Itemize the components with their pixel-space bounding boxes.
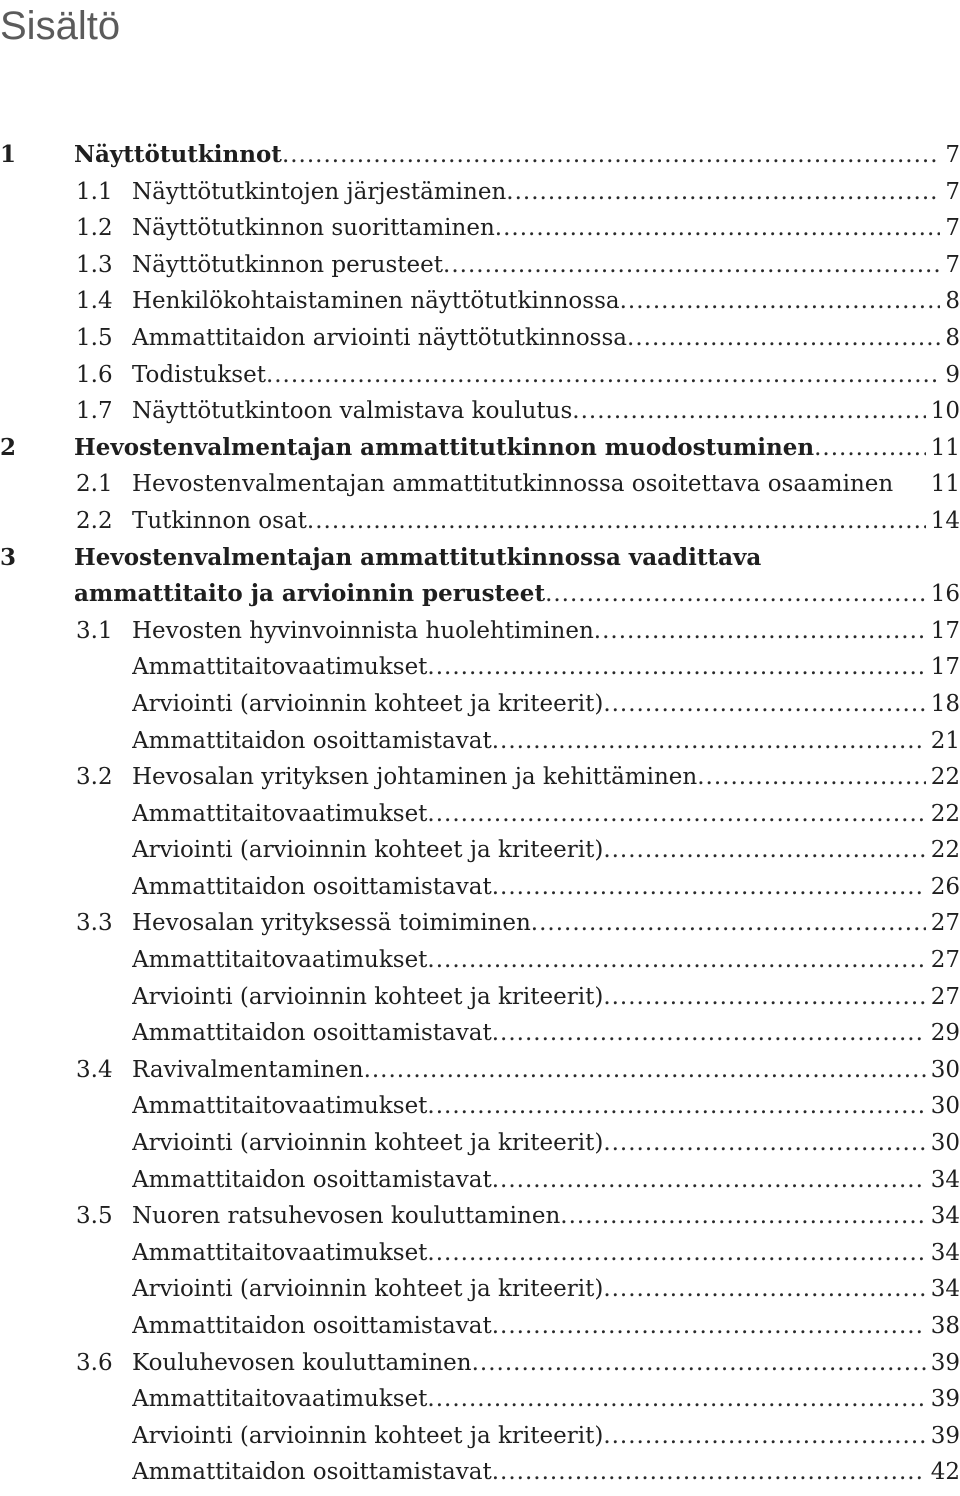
toc-entry-page-number: 7: [945, 178, 960, 205]
toc-entry[interactable]: [0, 247, 960, 284]
toc-dot-leader: [603, 832, 925, 869]
toc-entry-title: Kouluhevosen kouluttaminen: [132, 1349, 472, 1376]
toc-dot-leader: [427, 942, 925, 979]
toc-entry[interactable]: [0, 210, 960, 247]
toc-dot-leader: [492, 723, 926, 760]
toc-entry-page-number: 27: [930, 910, 960, 937]
toc-entry-title: Hevostenvalmentajan ammattitutkinnossa osoitettava osaaminen: [132, 471, 894, 498]
toc-entry-title: Hevosalan yrityksessä toimiminen: [132, 910, 531, 937]
toc-entry-page-number: 21: [930, 727, 960, 754]
toc-entry-page-number: [955, 540, 960, 577]
toc-dot-leader: [492, 1162, 926, 1199]
toc-entry-line: [132, 1454, 960, 1491]
toc-entry-page-number: 22: [930, 837, 960, 864]
toc-entry-title: Ammattitaidon osoittamistavat: [132, 1459, 492, 1486]
toc-entry[interactable]: [0, 1125, 960, 1162]
toc-entry-title: Ammattitaidon osoittamistavat: [132, 1313, 492, 1339]
toc-entry-title: Näyttötutkintoon valmistava koulutus: [132, 398, 573, 425]
toc-entry-page-number: 8: [945, 288, 960, 315]
toc-entry-title: Näyttötutkintojen järjestäminen: [132, 178, 507, 205]
toc-entry-number: 3.3: [76, 910, 113, 937]
toc-dot-leader: [492, 1308, 926, 1345]
toc-entry[interactable]: [0, 1271, 960, 1308]
toc-entry-line: [132, 942, 960, 979]
toc-dot-leader: [545, 576, 926, 613]
toc-entry-title: Ammattitaitovaatimukset: [132, 947, 428, 974]
toc-entry[interactable]: [0, 1198, 960, 1235]
toc-entry-page-number: 10: [930, 398, 960, 425]
table-of-contents: [0, 137, 960, 1491]
toc-entry-title: Näyttötutkinnon perusteet: [132, 251, 444, 278]
toc-entry-title: Arviointi (arvioinnin kohteet ja kriteerit): [132, 837, 604, 864]
toc-entry-title: Todistukset: [132, 361, 266, 388]
toc-entry-page-number: 27: [930, 947, 960, 974]
toc-dot-leader: [427, 796, 925, 833]
toc-dot-leader: [531, 905, 926, 942]
toc-entry-number: 3.5: [76, 1203, 113, 1230]
toc-dot-leader: [697, 759, 926, 796]
toc-entry[interactable]: [0, 759, 960, 796]
toc-dot-leader: [472, 1345, 926, 1382]
toc-entry-title: Ammattitaitovaatimukset: [132, 1386, 428, 1413]
toc-entry-page-number: 9: [945, 361, 960, 388]
toc-entry-page-number: 17: [930, 654, 960, 681]
toc-entry-line: [132, 1088, 960, 1125]
toc-entry-title: Ammattitaitovaatimukset: [132, 800, 428, 827]
toc-dot-leader: [492, 869, 926, 906]
toc-entry-page-number: 8: [945, 324, 960, 351]
toc-entry-title: Ammattitaidon osoittamistavat: [132, 727, 492, 754]
toc-entry-line: [132, 979, 960, 1016]
toc-entry[interactable]: [0, 137, 960, 174]
toc-dot-leader: [427, 1381, 925, 1418]
toc-entry-title: Hevosalan yrityksen johtaminen ja kehittäminen: [132, 764, 698, 791]
toc-entry[interactable]: [0, 649, 960, 686]
toc-dot-leader: [603, 1418, 925, 1455]
toc-entry-title: Ammattitaidon osoittamistavat: [132, 1166, 492, 1193]
toc-entry-title: Ammattitaitovaatimukset: [132, 654, 428, 681]
toc-entry-line: [132, 1271, 960, 1308]
toc-entry-page-number: 39: [930, 1386, 960, 1413]
toc-entry-title: Arviointi (arvioinnin kohteet ja kriteerit): [132, 1276, 604, 1303]
toc-entry-line: [132, 832, 960, 869]
page-title: Sisältö: [0, 4, 121, 48]
toc-dot-leader: [427, 649, 925, 686]
toc-entry-title: Arviointi (arvioinnin kohteet ja kriteerit): [132, 983, 604, 1010]
toc-dot-leader: [364, 1052, 926, 1089]
toc-entry-page-number: 11: [930, 471, 960, 498]
toc-entry-line: [132, 393, 960, 430]
toc-entry-title: Ammattitaidon arviointi näyttötutkinnossa: [132, 324, 628, 351]
toc-entry-number: 2.1: [76, 471, 113, 498]
toc-entry[interactable]: [0, 430, 960, 467]
toc-entry-line: [132, 466, 960, 503]
toc-entry[interactable]: [0, 393, 960, 430]
toc-entry-page-number: 29: [930, 1020, 960, 1047]
toc-dot-leader: [495, 210, 941, 247]
toc-entry[interactable]: [0, 283, 960, 320]
toc-entry-title: Näyttötutkinnot: [74, 141, 282, 168]
toc-entry-line: [74, 576, 960, 613]
toc-entry-page-number: 38: [930, 1313, 960, 1339]
toc-entry-page-number: 22: [930, 764, 960, 791]
toc-entry[interactable]: [0, 613, 960, 650]
toc-entry-page-number: 34: [930, 1166, 960, 1193]
toc-entry-line: [132, 1162, 960, 1199]
toc-entry-line: [132, 503, 960, 540]
toc-entry[interactable]: [0, 1088, 960, 1125]
toc-entry[interactable]: [0, 1162, 960, 1199]
toc-entry-page-number: 14: [930, 507, 960, 534]
toc-entry-title: ammattitaito ja arvioinnin perusteet: [74, 580, 546, 608]
toc-entry-page-number: 11: [930, 434, 960, 461]
toc-entry-page-number: 30: [930, 1093, 960, 1120]
toc-entry-line: [132, 905, 960, 942]
toc-entry-title: Hevostenvalmentajan ammattitutkinnossa vaadittava: [74, 543, 762, 571]
toc-entry-number: 1: [0, 141, 17, 168]
toc-entry-number: 3.6: [76, 1349, 113, 1376]
toc-entry[interactable]: [0, 320, 960, 357]
toc-entry[interactable]: [0, 832, 960, 869]
toc-entry-line: [132, 210, 960, 247]
toc-entry-line: [132, 1198, 960, 1235]
toc-dot-leader: [282, 137, 940, 174]
toc-dot-leader: [893, 466, 926, 503]
toc-entry-title: Ammattitaidon osoittamistavat: [132, 1020, 492, 1047]
toc-entry-title: Ammattitaitovaatimukset: [132, 1239, 428, 1266]
toc-entry-line: [132, 174, 960, 211]
toc-entry-number: 3.1: [76, 617, 113, 644]
toc-entry[interactable]: [0, 1381, 960, 1418]
toc-entry[interactable]: [0, 1015, 960, 1052]
toc-entry[interactable]: [0, 576, 960, 613]
toc-entry-line: [132, 1308, 960, 1345]
toc-entry-line: [132, 613, 960, 650]
toc-entry-line: [132, 247, 960, 284]
toc-entry-title: Tutkinnon osat: [132, 507, 307, 534]
toc-dot-leader: [572, 393, 925, 430]
toc-dot-leader: [266, 357, 940, 394]
toc-entry-line: [132, 1235, 960, 1272]
toc-entry[interactable]: [0, 357, 960, 394]
toc-entry-number: 1.2: [76, 215, 113, 242]
toc-entry-page-number: 17: [930, 617, 960, 644]
toc-entry-page-number: 34: [930, 1239, 960, 1266]
toc-entry[interactable]: [0, 905, 960, 942]
toc-entry-line: [132, 357, 960, 394]
toc-entry-number: 3.2: [76, 764, 113, 791]
toc-entry-line: [132, 759, 960, 796]
toc-entry[interactable]: [0, 1345, 960, 1382]
toc-entry-page-number: 39: [930, 1349, 960, 1376]
toc-entry-number: 1.3: [76, 251, 113, 278]
toc-entry-page-number: 16: [930, 581, 960, 608]
toc-entry-title: Arviointi (arvioinnin kohteet ja kriteerit): [132, 1130, 604, 1157]
toc-entry-title: Hevosten hyvinvoinnista huolehtiminen: [132, 617, 594, 644]
toc-entry-page-number: 42: [930, 1459, 960, 1486]
toc-dot-leader: [506, 174, 940, 211]
toc-dot-leader: [603, 686, 925, 723]
toc-entry-page-number: 34: [930, 1203, 960, 1230]
toc-entry-number: 1.5: [76, 324, 113, 351]
toc-entry-line: [74, 137, 960, 174]
toc-entry[interactable]: [0, 869, 960, 906]
toc-entry-page-number: 22: [930, 800, 960, 827]
toc-dot-leader: [492, 1015, 926, 1052]
toc-entry-line: [132, 1418, 960, 1455]
toc-dot-leader: [307, 503, 926, 540]
toc-entry-title: Näyttötutkinnon suorittaminen: [132, 215, 495, 242]
toc-entry-line: [132, 686, 960, 723]
toc-entry[interactable]: [0, 979, 960, 1016]
toc-entry-line: [132, 1125, 960, 1162]
toc-entry[interactable]: [0, 942, 960, 979]
toc-entry[interactable]: [0, 503, 960, 540]
toc-dot-leader: [761, 540, 955, 577]
toc-entry-page-number: 30: [930, 1056, 960, 1083]
toc-dot-leader: [603, 1271, 925, 1308]
toc-dot-leader: [594, 613, 926, 650]
toc-dot-leader: [627, 320, 940, 357]
toc-entry-page-number: 7: [945, 251, 960, 278]
toc-entry[interactable]: [0, 540, 960, 577]
toc-entry-title: Hevostenvalmentajan ammattitutkinnon muodostuminen: [74, 433, 815, 461]
toc-entry[interactable]: [0, 686, 960, 723]
toc-entry-number: 3: [0, 543, 17, 571]
toc-entry-page-number: 18: [930, 690, 960, 717]
toc-dot-leader: [560, 1198, 925, 1235]
toc-entry-title: Ravivalmentaminen: [132, 1056, 364, 1083]
toc-dot-leader: [427, 1235, 925, 1272]
toc-entry-page-number: 34: [930, 1276, 960, 1303]
toc-dot-leader: [492, 1454, 926, 1491]
toc-entry[interactable]: [0, 796, 960, 833]
toc-entry-line: [74, 430, 960, 467]
toc-entry-line: [132, 1345, 960, 1382]
toc-entry-line: [132, 283, 960, 320]
toc-entry-line: [132, 796, 960, 833]
toc-entry[interactable]: [0, 1418, 960, 1455]
toc-entry-line: [132, 869, 960, 906]
toc-dot-leader: [603, 1125, 925, 1162]
toc-entry-page-number: 7: [945, 215, 960, 242]
toc-entry[interactable]: [0, 723, 960, 760]
toc-entry-number: 1.6: [76, 361, 113, 388]
toc-entry-page-number: 7: [945, 142, 960, 168]
toc-entry-title: Henkilökohtaistaminen näyttötutkinnossa: [132, 288, 620, 315]
toc-dot-leader: [814, 430, 926, 467]
toc-dot-leader: [443, 247, 940, 284]
toc-entry-page-number: 39: [930, 1422, 960, 1449]
toc-entry-title: Ammattitaitovaatimukset: [132, 1093, 428, 1120]
toc-entry-line: [132, 723, 960, 760]
toc-entry[interactable]: [0, 466, 960, 503]
toc-entry-page-number: 27: [930, 983, 960, 1010]
toc-dot-leader: [620, 283, 941, 320]
toc-entry-line: [74, 540, 960, 577]
toc-entry-line: [132, 649, 960, 686]
toc-entry-line: [132, 1015, 960, 1052]
toc-entry-line: [132, 320, 960, 357]
toc-entry-title: Arviointi (arvioinnin kohteet ja kriteerit): [132, 1422, 604, 1449]
toc-entry[interactable]: [0, 1052, 960, 1089]
toc-entry-page-number: 26: [930, 873, 960, 900]
toc-entry-title: Ammattitaidon osoittamistavat: [132, 873, 492, 900]
toc-entry-number: 2: [0, 433, 17, 461]
toc-entry[interactable]: [0, 1235, 960, 1272]
toc-entry[interactable]: [0, 1454, 960, 1491]
toc-entry[interactable]: [0, 174, 960, 211]
toc-entry-page-number: 30: [930, 1130, 960, 1157]
toc-dot-leader: [603, 979, 925, 1016]
toc-entry-title: Arviointi (arvioinnin kohteet ja kriteerit): [132, 690, 604, 717]
toc-entry-title: Nuoren ratsuhevosen kouluttaminen: [132, 1203, 561, 1230]
toc-entry-number: 1.7: [76, 398, 113, 425]
toc-entry-line: [132, 1381, 960, 1418]
toc-entry-line: [132, 1052, 960, 1089]
toc-dot-leader: [427, 1088, 925, 1125]
toc-entry-number: 1.4: [76, 288, 113, 315]
toc-entry[interactable]: [0, 1308, 960, 1345]
toc-entry-number: 3.4: [76, 1056, 113, 1083]
toc-entry-number: 2.2: [76, 507, 113, 534]
toc-entry-number: 1.1: [76, 178, 113, 205]
